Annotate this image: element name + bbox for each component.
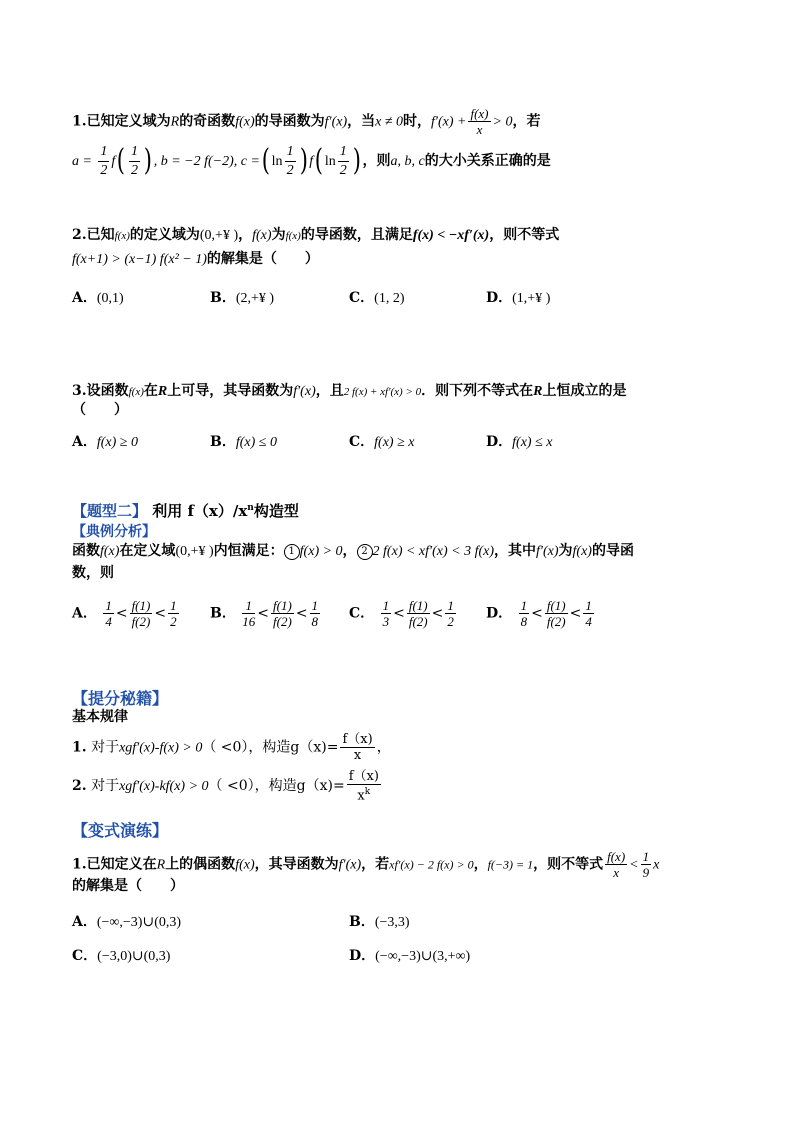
tips-rule2-frac-num: f（x) <box>348 769 379 784</box>
q3-option-a-label: A． <box>72 434 97 450</box>
q4-d-high-num: 1 <box>585 598 592 613</box>
q4-text-f: 为 <box>558 543 573 559</box>
q2-text-d: 为 <box>271 227 286 243</box>
q2-option-c-label: C． <box>349 290 375 306</box>
variant-text-a: 1.已知定义在 <box>72 856 157 873</box>
variant-option-b-value: (−3,3) <box>374 915 410 930</box>
tips-rule2-text-a: 对于 <box>86 778 120 795</box>
q2-fx3: f(x) <box>285 230 301 242</box>
variant-fpx: f′(x) <box>338 857 362 873</box>
q4-fx: f(x) <box>100 544 120 559</box>
q1-paren-open-2: ( <box>261 143 270 178</box>
q4-d-low-den: 8 <box>520 614 528 629</box>
q2-option-a-value: (0,1) <box>96 291 124 306</box>
tips-rule2-text-b: （ <0），构造g（x)= <box>208 778 345 795</box>
q1-var-R: R <box>170 114 180 130</box>
q1-abc: a, b, c <box>390 154 425 169</box>
q1-half4-num: 1 <box>338 143 349 162</box>
q2-option-b-value: (2,+¥ ) <box>235 291 275 306</box>
q4-a-ratio-num: f(1) <box>131 598 151 613</box>
q4-b-low <box>242 598 255 629</box>
variant-frac-1 <box>605 849 627 880</box>
tips-rule2-expr: xgf′(x)-kf(x) > 0 <box>119 779 209 795</box>
q4-d-ratio <box>545 598 568 629</box>
variant-text-f: ，则不等式 <box>533 856 604 873</box>
q4-c-high-num: 1 <box>447 598 454 613</box>
q4-c-ratio-num: f(1) <box>408 598 428 613</box>
q4-c-ratio <box>407 598 430 629</box>
q3-line1 <box>72 381 627 402</box>
type2-analysis <box>72 521 156 541</box>
q2-option-c[interactable] <box>349 287 404 307</box>
q4-a-high-den: 2 <box>170 614 177 629</box>
q1-half3-num: 1 <box>285 143 296 162</box>
q2-text-b: 的定义域为 <box>129 227 200 243</box>
q1-half4-den: 2 <box>339 162 347 178</box>
q1-line2 <box>72 142 551 180</box>
tips-rule1-frac-den: x <box>353 748 362 763</box>
variant-heading <box>72 818 168 841</box>
variant-x: x <box>653 857 660 873</box>
q4-option-b-label: B． <box>210 605 236 622</box>
variant-option-b[interactable] <box>349 911 410 931</box>
q2-option-a-label: A． <box>72 290 97 306</box>
q4-text-d: ， <box>342 543 357 559</box>
q1-cond: x ≠ 0 <box>375 114 404 130</box>
tips-rule-2 <box>72 769 383 803</box>
q3-text-c: 上可导，其导函数为 <box>167 383 294 399</box>
q4-a-low-num: 1 <box>105 598 112 613</box>
q1-paren-close-2: ) <box>299 143 308 178</box>
q1-frac-num: f(x) <box>470 106 489 121</box>
q3-var-R: R <box>157 384 168 399</box>
type2-heading <box>72 500 299 521</box>
q4-text-a: 函数 <box>72 543 100 559</box>
q4-d-low-num: 1 <box>520 598 528 613</box>
variant-option-d[interactable] <box>349 945 470 965</box>
q4-d-ratio-den: f(2) <box>546 614 566 629</box>
q2-option-d[interactable] <box>486 287 550 307</box>
q3-cond: 2 f(x) + xf′(x) > 0 <box>343 386 422 398</box>
q1-frac-den: x <box>476 122 483 137</box>
q4-b-high-den: 8 <box>311 614 319 629</box>
q4-option-a-label: A． <box>72 605 97 622</box>
q4-a-high <box>168 598 179 629</box>
tips-subtitle: 基本规律 <box>72 709 128 725</box>
q1-text-c: 的导函数为 <box>254 113 325 130</box>
q2-option-d-label: D． <box>486 290 513 306</box>
q4-text-g: 的导函 <box>591 543 634 559</box>
variant-option-d-value: (−∞,−3)∪(3,+∞) <box>375 949 471 964</box>
q2-option-b[interactable] <box>210 287 274 307</box>
q4-fx2: f(x) <box>572 544 592 559</box>
q4-c-high-den: 2 <box>447 614 454 629</box>
q4-a-low <box>103 598 114 629</box>
q2-text-c: ， <box>238 227 253 243</box>
type2-sup: n <box>247 503 254 513</box>
q4-cond2: 2 f(x) < xf′(x) < 3 f(x) <box>372 544 495 559</box>
q1-ln-1: ln <box>271 154 283 169</box>
q4-option-d[interactable]: D． $\frac{1}{8}$ < $\frac{f(1)}{f(2)}$ < $\frac{1}{4}$ <box>486 598 592 629</box>
q1-text-b: 的奇函数 <box>179 113 236 130</box>
q3-option-c[interactable] <box>349 431 414 451</box>
q4-a-low-den: 4 <box>105 614 112 629</box>
variant-option-c[interactable] <box>72 945 170 965</box>
q3-option-c-label: C． <box>349 434 375 450</box>
type2-analysis-label: 【典例分析】 <box>72 524 156 540</box>
q1-text-a: 1.已知定义域为 <box>72 113 171 130</box>
q1-a-eq: a = <box>72 154 92 169</box>
tips-heading <box>72 686 168 709</box>
q4-fpx: f′(x) <box>536 544 559 559</box>
q2-text-e: 的导函数，且满足 <box>300 227 413 243</box>
q4-d-low <box>519 598 530 629</box>
q4-b-low-den: 16 <box>242 614 256 629</box>
q4-circle-2: 2 <box>357 544 373 560</box>
type2-title: 利用 f（x）/x <box>147 502 248 520</box>
q1-ineq-fraction <box>468 106 490 137</box>
variant-text-d: ，若 <box>361 856 390 873</box>
q4-text-c: 内恒满足： <box>213 543 284 559</box>
variant-val: f(−3) = 1 <box>487 857 534 872</box>
q3-option-c-value: f(x) ≥ x <box>374 435 415 450</box>
type2-bracket: 【题型二】 <box>72 502 148 520</box>
type2-title-end: 构造型 <box>253 502 299 520</box>
tips-rule2-frac-den: x <box>357 788 365 804</box>
q4-d-high <box>583 598 594 629</box>
q4-text-e: ，其中 <box>494 543 537 559</box>
q4-b-ratio-den: f(2) <box>273 614 292 629</box>
q1-fx: f(x) <box>235 114 255 130</box>
q3-text-d: ，且 <box>315 383 344 399</box>
variant-option-b-label: B． <box>349 914 375 930</box>
tips-rule-1 <box>72 732 391 763</box>
q2-option-c-value: (1, 2) <box>374 291 405 306</box>
q4-option-c-label: C． <box>349 605 375 622</box>
q1-half-num: 1 <box>98 143 109 162</box>
q3-option-d-value: f(x) ≤ x <box>512 435 553 450</box>
q1-half2-den: 2 <box>131 162 139 178</box>
q1-text-d: ，当 <box>347 113 376 130</box>
q4-text-b: 在定义域 <box>119 543 176 559</box>
q2-line2 <box>72 249 319 270</box>
variant-option-c-label: C． <box>72 948 98 964</box>
q4-c-low-den: 3 <box>382 614 390 629</box>
q3-text-b: 在 <box>143 383 158 399</box>
q3-option-b-value: f(x) ≤ 0 <box>235 435 277 450</box>
variant-text-c: ，其导函数为 <box>254 856 339 873</box>
q4-c-ratio-den: f(2) <box>408 614 428 629</box>
q3-option-b-label: B． <box>210 434 236 450</box>
q2-ineq: f(x+1) > (x−1) f(x² − 1) <box>72 252 207 267</box>
q4-line1 <box>72 541 634 562</box>
q2-text-f: ，则不等式 <box>489 227 560 243</box>
variant-title: 【变式演练】 <box>72 821 169 840</box>
q1-tail: ，则 <box>362 153 391 169</box>
q3-fpx: f′(x) <box>293 384 316 399</box>
q1-paren-close-3: ) <box>352 143 361 178</box>
q3-text-a: 3.设函数 <box>72 383 129 399</box>
q1-end: 的大小关系正确的是 <box>424 153 551 169</box>
q1-ineq-right: > 0 <box>492 114 513 130</box>
q1-half-den: 2 <box>100 162 108 178</box>
variant-text-e: ， <box>473 856 488 873</box>
variant-cond: xf′(x) − 2 f(x) > 0 <box>389 857 474 872</box>
q1-half2-num: 1 <box>129 143 140 162</box>
q4-b-high-num: 1 <box>311 598 319 613</box>
q2-option-b-label: B． <box>210 290 236 306</box>
variant-option-a-label: A． <box>72 914 97 930</box>
tips-rule2-num: 2. <box>72 778 87 795</box>
variant-frac1-num: f(x) <box>607 849 626 864</box>
q3-line2: （ ） <box>72 402 128 418</box>
q1-f-2: f <box>309 154 314 169</box>
q2-fx: f(x) <box>114 230 130 242</box>
q1-paren-open-3: ( <box>314 143 324 178</box>
variant-option-a[interactable] <box>72 911 181 931</box>
q2-option-d-value: (1,+¥ ) <box>512 291 551 306</box>
q1-ln-2: ln <box>324 154 336 169</box>
tips-rule2-sup: k <box>364 787 371 797</box>
q4-b-ratio-num: f(1) <box>273 598 292 613</box>
q3-text-f: 上恒成立的是 <box>542 383 627 399</box>
q4-c-low-num: 1 <box>382 598 390 613</box>
variant-option-c-value: (−3,0)∪(0,3) <box>97 949 171 964</box>
variant-option-a-value: (−∞,−3)∪(0,3) <box>96 915 182 930</box>
variant-option-d-label: D． <box>349 948 376 964</box>
tips-rule1-end: ， <box>376 739 391 756</box>
q1-text-f: ，若 <box>512 113 541 130</box>
q4-c-high <box>445 598 456 629</box>
q3-text-e: ．则下列不等式在 <box>421 383 534 399</box>
q4-option-c[interactable]: C． $\frac{1}{3}$ < $\frac{f(1)}{f(2)}$ < $\frac{1}{2}$ <box>349 598 454 629</box>
variant-fx: f(x) <box>235 857 255 873</box>
variant-text-b: 上的偶函数 <box>165 856 236 873</box>
q2-fx2: f(x) <box>252 228 272 243</box>
q2-option-a[interactable] <box>72 287 124 307</box>
tips-rule1-text-a: 对于 <box>86 739 120 756</box>
tips-rule1-frac-num: f（x) <box>342 732 373 747</box>
q4-d-high-den: 4 <box>585 614 592 629</box>
q3-option-a-value: f(x) ≥ 0 <box>96 435 138 450</box>
q4-a-ratio-den: f(2) <box>131 614 151 629</box>
variant-frac-2 <box>641 849 652 880</box>
q3-option-b[interactable] <box>210 431 277 451</box>
q3-fx: f(x) <box>128 386 144 398</box>
variant-frac2-den: 9 <box>642 865 650 880</box>
variant-lt: < <box>629 857 639 873</box>
q3-var-R2: R <box>533 384 543 399</box>
variant-var-R: R <box>156 857 166 873</box>
q4-circle-1: 1 <box>284 544 300 560</box>
q1-paren-close-1: ) <box>143 143 152 178</box>
q1-half-2 <box>129 143 140 180</box>
q3-option-d[interactable] <box>486 431 552 451</box>
q4-a-high-num: 1 <box>170 598 177 613</box>
q1-half-1 <box>98 143 109 180</box>
q1-half-3 <box>285 143 296 180</box>
q1-half-4 <box>338 143 349 180</box>
variant-line2: 的解集是（ ） <box>72 878 184 894</box>
q1-ineq-left: f′(x) + <box>431 114 467 130</box>
q2-text-a: 2.已知 <box>72 227 115 243</box>
tips-rule2-fraction <box>347 769 381 803</box>
q1-paren-open-1: ( <box>117 143 126 178</box>
tips-rule1-num: 1. <box>72 739 87 756</box>
q4-domain: (0,+¥ ) <box>175 544 214 559</box>
q4-b-ratio <box>271 598 294 629</box>
tips-rule1-expr: xgf′(x)-f(x) > 0 <box>119 740 203 756</box>
q2-line1 <box>72 225 559 246</box>
q4-option-a[interactable]: A． $\frac{1}{4}$ < $\frac{f(1)}{f(2)}$ < $\frac{1}{2}$ <box>72 598 177 629</box>
q2-cond: f(x) < −xf′(x) <box>412 228 490 243</box>
q4-option-d-label: D． <box>486 605 513 622</box>
q3-option-d-label: D． <box>486 434 513 450</box>
q1-line1 <box>72 106 540 137</box>
q4-a-ratio <box>130 598 153 629</box>
q1-text-e: 时， <box>403 113 432 130</box>
q4-cond1: f(x) > 0 <box>299 544 343 559</box>
q1-f-1: f <box>111 154 116 169</box>
q2-domain: (0,+¥ ) <box>199 228 239 243</box>
q3-option-a[interactable] <box>72 431 138 451</box>
q1-half3-den: 2 <box>286 162 294 178</box>
q2-end: 的解集是（ ） <box>206 251 319 267</box>
q4-c-low <box>381 598 392 629</box>
tips-rule1-fraction <box>340 732 374 763</box>
q1-b-c: , b = −2 f(−2), c = <box>153 154 260 169</box>
q1-fpx: f′(x) <box>324 114 348 130</box>
tips-title: 【提分秘籍】 <box>72 689 169 708</box>
q4-d-ratio-num: f(1) <box>546 598 566 613</box>
q4-b-high <box>310 598 321 629</box>
q4-option-b[interactable]: B． $\frac{1}{16}$ < $\frac{f(1)}{f(2)}$ < $\frac{1}{8}$ <box>210 598 319 629</box>
tips-rule1-text-b: （ <0），构造g（x)= <box>202 739 339 756</box>
variant-frac1-den: x <box>613 865 620 880</box>
q4-b-low-num: 1 <box>242 598 255 614</box>
variant-frac2-num: 1 <box>642 849 650 864</box>
q4-line2: 数，则 <box>72 565 114 581</box>
